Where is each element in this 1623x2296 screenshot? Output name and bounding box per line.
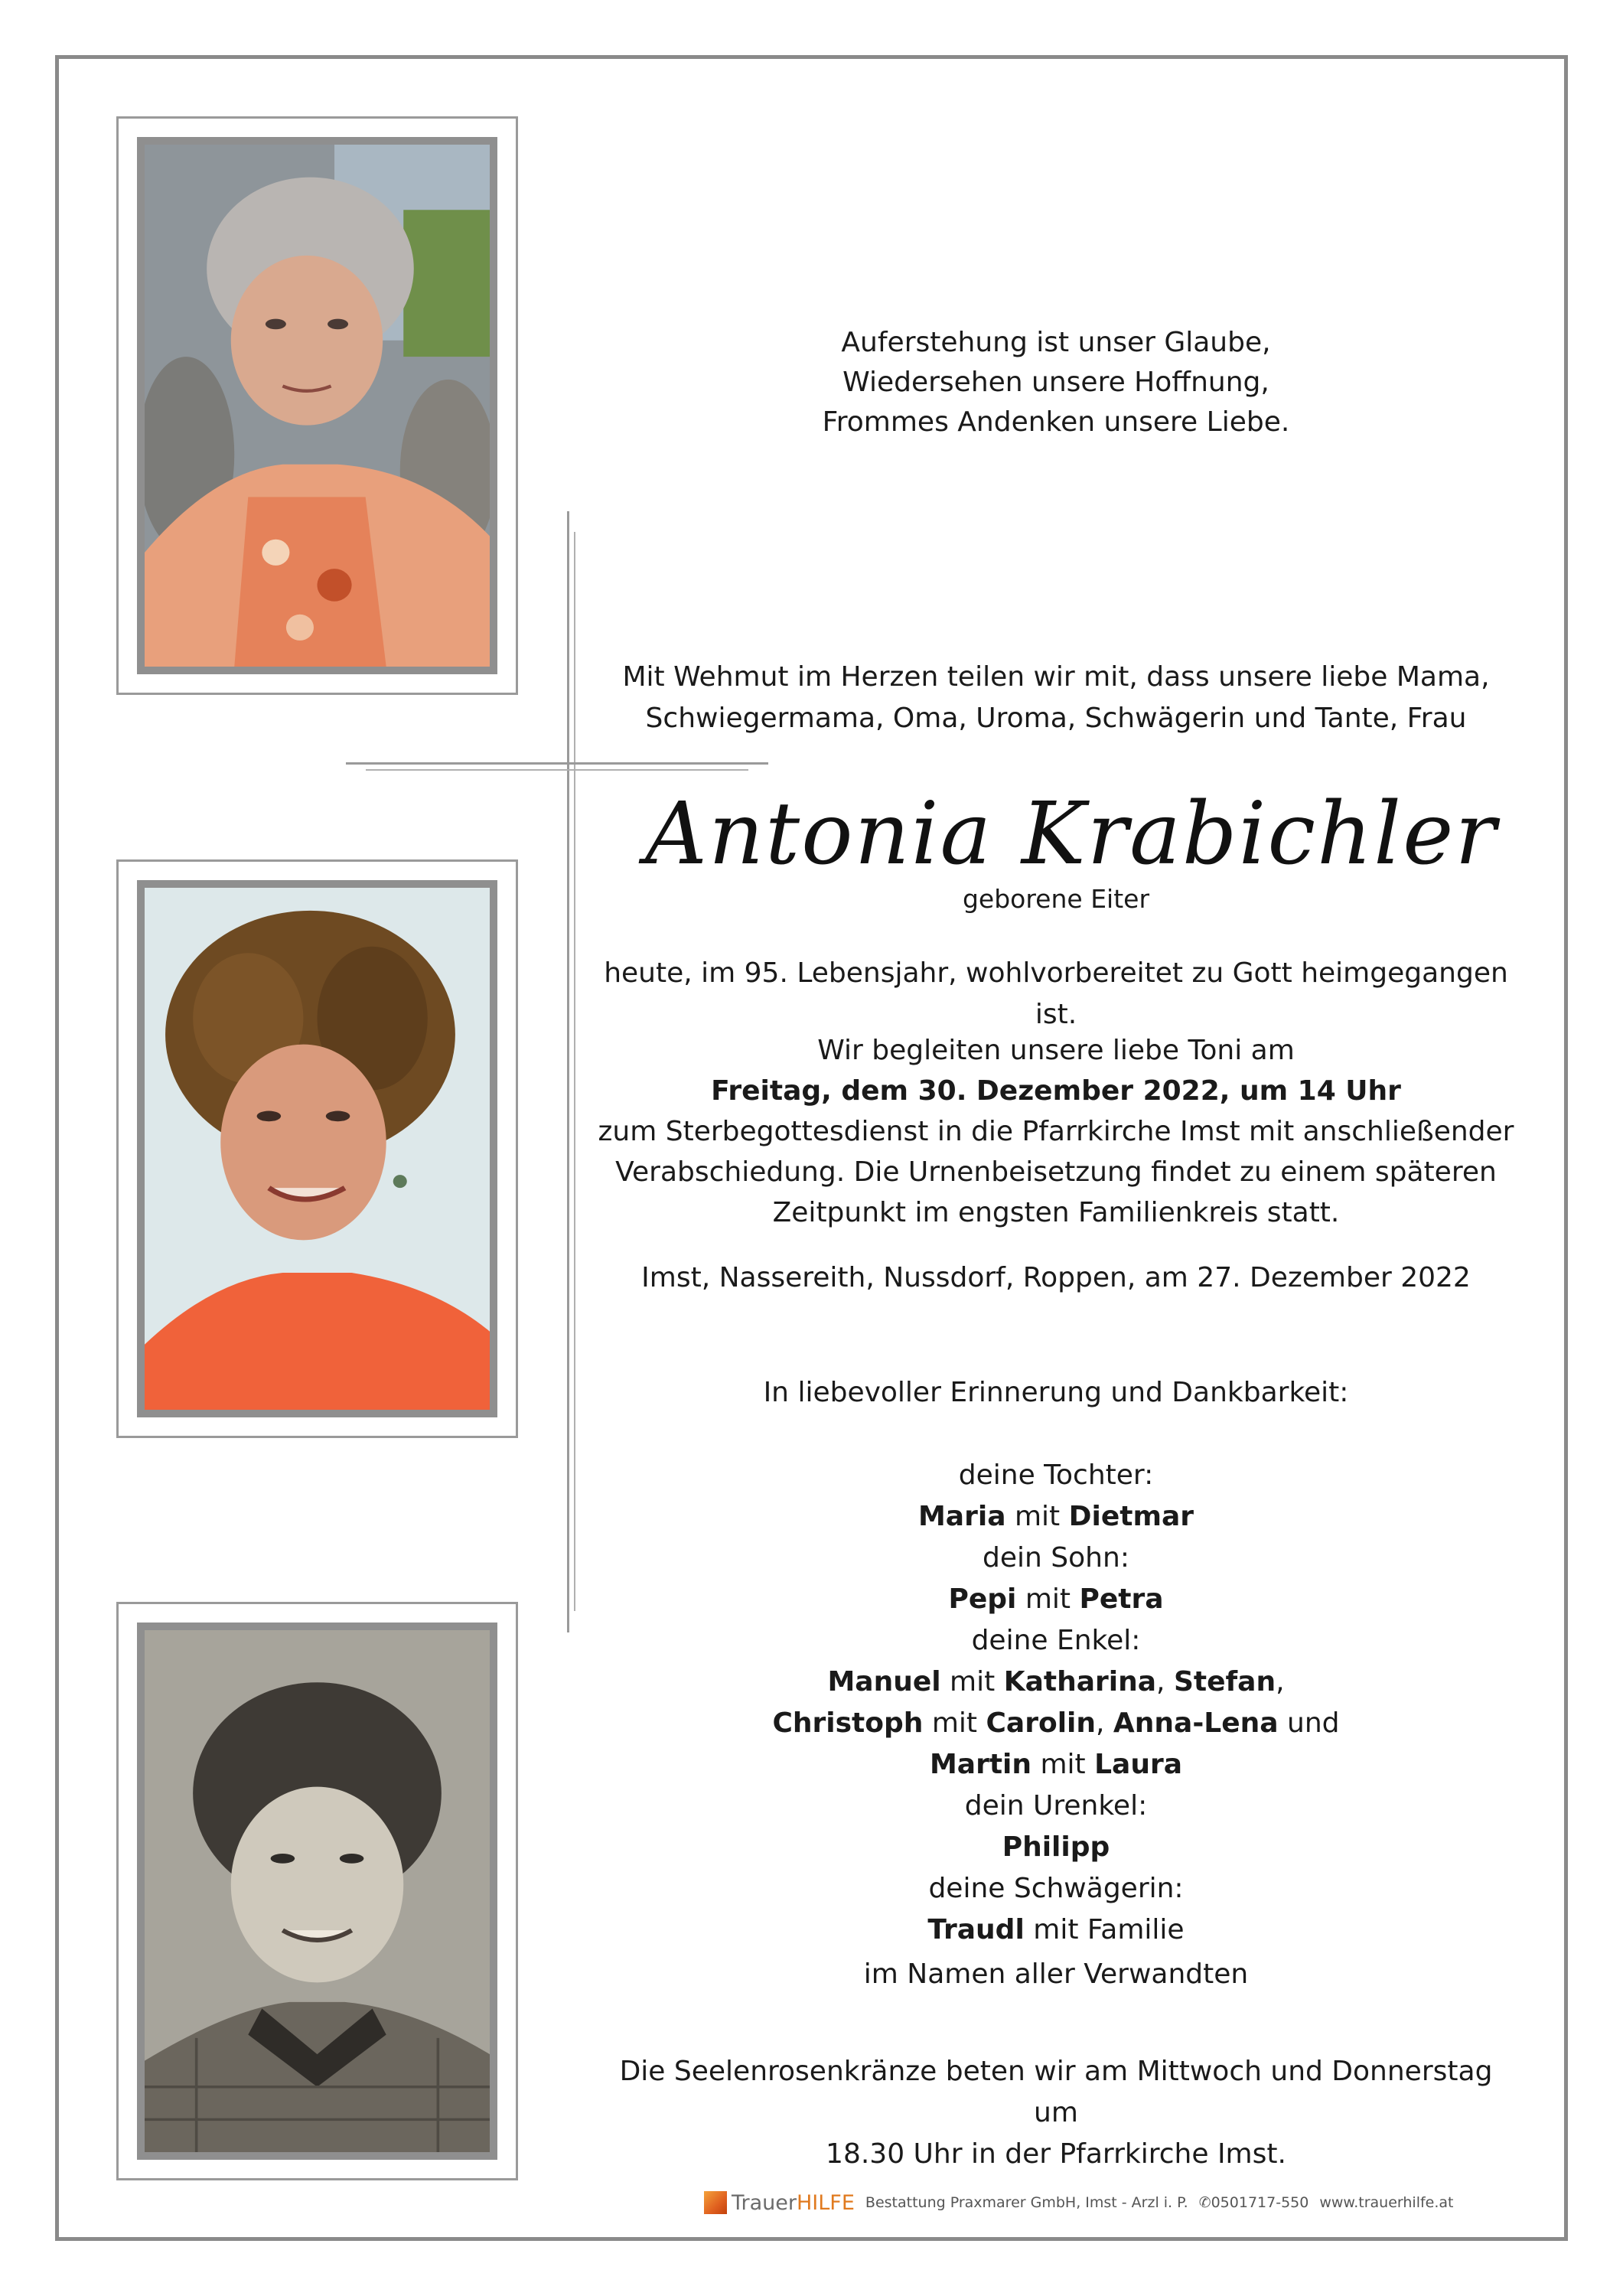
maiden-name-text: geborene Eiter (962, 884, 1150, 914)
daughter-name: Maria (917, 1501, 1006, 1532)
footer (704, 2187, 1469, 2218)
mit-text: mit (1025, 1583, 1071, 1615)
family-block (597, 1372, 1515, 1995)
rosary-line: Die Seelenrosenkränze beten wir am Mittwoch und Donnerstag um (619, 2056, 1493, 2128)
cross-horizontal-line (346, 762, 768, 765)
daughter-partner-name: Dietmar (1068, 1501, 1194, 1532)
cross-vertical-line-inner (574, 532, 575, 1611)
place-date (597, 1257, 1515, 1299)
sister-in-law-line (597, 1910, 1515, 1951)
portrait-young-photo (137, 1623, 497, 2160)
photo-frame-elderly (116, 116, 518, 695)
mit-text: mit (950, 1666, 996, 1698)
service-line: zum Sterbegottesdienst in die Pfarrkirche Imst mit anschließender (598, 1116, 1514, 1147)
with-family-text: mit Familie (1033, 1914, 1185, 1945)
cross-horizontal-line-inner (366, 769, 748, 771)
phone-number: ✆0501717-550 (1198, 2194, 1309, 2211)
quote-block (597, 323, 1515, 442)
family-intro: In liebevoller Erinnerung und Dankbarkeit: (763, 1377, 1349, 1408)
son-line (597, 1579, 1515, 1620)
website-link[interactable]: www.trauerhilfe.at (1319, 2194, 1454, 2211)
grandchildren-line-2 (597, 1703, 1515, 1744)
quote-line: Frommes Andenken unsere Liebe. (822, 406, 1290, 438)
comma: , (1096, 1707, 1105, 1739)
mit-text: mit (1014, 1501, 1061, 1532)
photo-frame-middle (116, 859, 518, 1438)
grandchildren-label: deine Enkel: (971, 1625, 1141, 1656)
mit-text: mit (931, 1707, 978, 1739)
quote-line: Wiedersehen unsere Hoffnung, (842, 367, 1269, 398)
portrait-middle-aged-photo (137, 880, 497, 1417)
rosary-block (597, 2051, 1515, 2175)
quote-line: Auferstehung ist unser Glaube, (841, 327, 1271, 358)
announcement-block (597, 657, 1515, 739)
service-block (597, 1030, 1515, 1233)
trauerhilfe-logo-icon (704, 2191, 727, 2214)
comma: , (1276, 1666, 1285, 1698)
announcement-line: Schwiegermama, Oma, Uroma, Schwägerin und Tante, Frau (645, 703, 1467, 734)
great-grandchild-label: dein Urenkel: (964, 1790, 1148, 1821)
son-name: Pepi (948, 1583, 1017, 1615)
service-line: Zeitpunkt im engsten Familienkreis statt. (772, 1197, 1340, 1228)
sister-in-law-label: deine Schwägerin: (928, 1873, 1184, 1904)
rosary-line: 18.30 Uhr in der Pfarrkirche Imst. (826, 2138, 1286, 2170)
service-line: Wir begleiten unsere liebe Toni am (817, 1035, 1295, 1066)
grandchild-name: Katharina (1003, 1666, 1157, 1698)
son-label: dein Sohn: (983, 1542, 1129, 1574)
service-line: Verabschiedung. Die Urnenbeisetzung findet zu einem späteren (615, 1156, 1497, 1188)
grandchild-name: Manuel (827, 1666, 941, 1698)
daughter-line (597, 1496, 1515, 1538)
mit-text: mit (1040, 1749, 1086, 1780)
grandchildren-line-3 (597, 1744, 1515, 1786)
son-partner-name: Petra (1079, 1583, 1164, 1615)
cross-vertical-line (567, 511, 569, 1632)
portrait-elderly-photo (137, 137, 497, 674)
announcement-line: Mit Wehmut im Herzen teilen wir mit, dass unsere liebe Mama, (622, 661, 1490, 693)
grandchild-name: Laura (1094, 1749, 1183, 1780)
passing-text: heute, im 95. Lebensjahr, wohlvorbereitet zu Gott heimgegangen ist. (604, 957, 1508, 1030)
grandchildren-line-1 (597, 1662, 1515, 1703)
service-date: Freitag, dem 30. Dezember 2022, um 14 Uhr (711, 1075, 1401, 1107)
und-text: und (1287, 1707, 1340, 1739)
grandchild-name: Carolin (986, 1707, 1097, 1739)
photo-frame-young (116, 1602, 518, 2180)
brand-name-part: HILFE (797, 2190, 855, 2215)
daughter-label: deine Tochter: (958, 1459, 1154, 1491)
family-closing: im Namen aller Verwandten (863, 1958, 1249, 1990)
grandchild-name: Martin (929, 1749, 1032, 1780)
passing-line (597, 953, 1515, 1035)
sister-in-law-name: Traudl (927, 1914, 1025, 1945)
comma: , (1156, 1666, 1165, 1698)
brand-name-part: Trauer (732, 2190, 797, 2215)
maiden-name (903, 879, 1209, 920)
grandchild-name: Anna-Lena (1113, 1707, 1279, 1739)
company-name: Bestattung Praxmarer GmbH, Imst - Arzl i. P. (865, 2194, 1188, 2211)
deceased-name: Antonia Krabichler (645, 784, 1498, 884)
grandchild-name: Christoph (772, 1707, 924, 1739)
grandchild-name: Stefan (1173, 1666, 1276, 1698)
great-grandchild-name: Philipp (1002, 1831, 1110, 1863)
place-date-text: Imst, Nassereith, Nussdorf, Roppen, am 27. Dezember 2022 (641, 1262, 1471, 1293)
